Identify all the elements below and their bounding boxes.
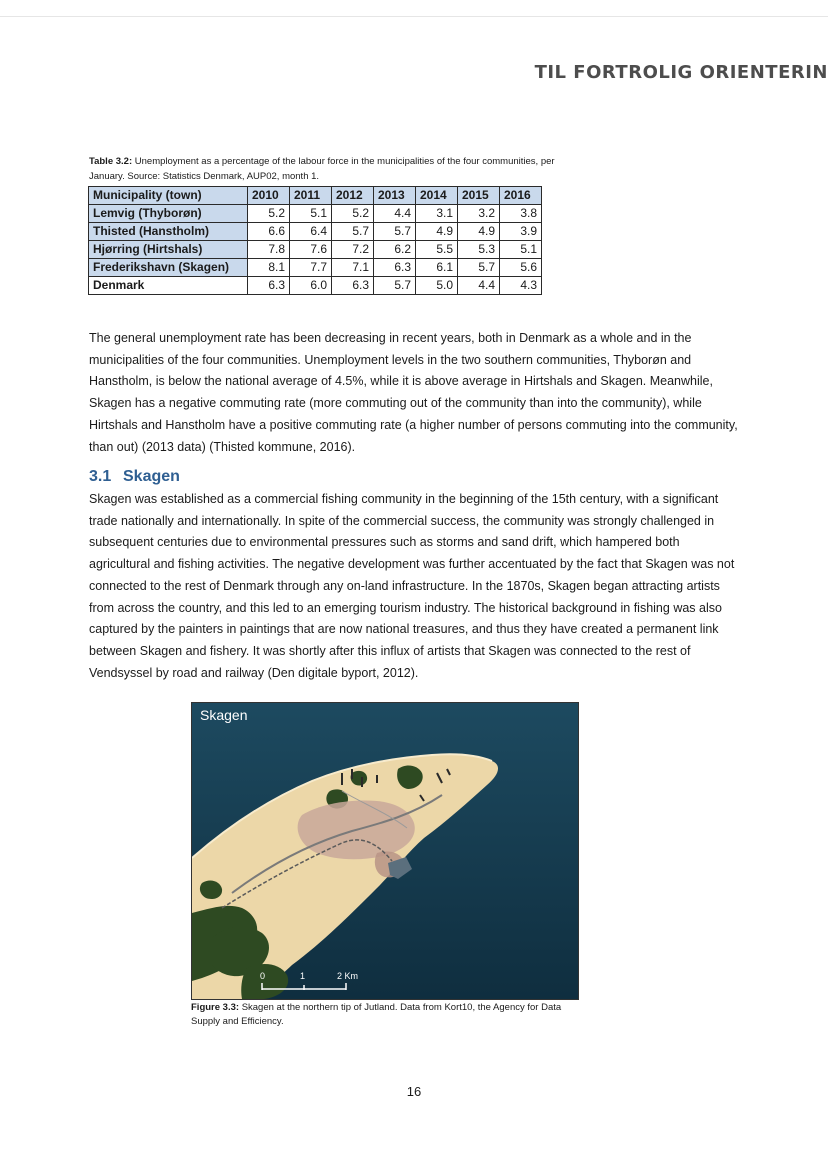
table-cell: 5.0 xyxy=(416,277,458,295)
figure-caption-label: Figure 3.3: xyxy=(191,1002,240,1013)
table-cell: 4.9 xyxy=(416,223,458,241)
map-scale-label: 1 xyxy=(300,971,306,981)
table-row-municipality: Lemvig (Thyborøn) xyxy=(89,205,248,223)
table-cell: 6.3 xyxy=(248,277,290,295)
table-cell: 6.2 xyxy=(374,241,416,259)
table-header-year: 2010 xyxy=(248,187,290,205)
table-cell: 5.1 xyxy=(500,241,542,259)
figure-caption-text: Skagen at the northern tip of Jutland. Data from Kort10, the Agency for Data Supply and Efficiency. xyxy=(191,1002,562,1027)
table-cell: 6.0 xyxy=(290,277,332,295)
body-paragraph-unemployment: The general unemployment rate has been decreasing in recent years, both in Denmark as a whole and in the municipalities of the four communities. Unemployment levels in the two southern communities, Thyborøn and Hanstholm, is below the national average of 4.5%, while it is above average in Hirtshals and Skagen. Meanwhile, Skagen has a negative commuting rate (more commuting out of the community than into the community), while Hirtshals and Hanstholm have a positive commuting rate (a higher number of persons commuting into the community, than out) (2013 data) (Thisted kommune, 2016). xyxy=(89,331,738,454)
table-caption-text: Unemployment as a percentage of the labour force in the municipalities of the four communities, per January. Source: Statistics Denmark, AUP02, month 1. xyxy=(89,156,555,182)
table-cell: 4.4 xyxy=(374,205,416,223)
unemployment-table xyxy=(88,186,542,295)
table-cell: 4.4 xyxy=(458,277,500,295)
table-header-year: 2016 xyxy=(500,187,542,205)
table-cell: 3.8 xyxy=(500,205,542,223)
table-cell: 5.7 xyxy=(374,223,416,241)
table-row-municipality: Thisted (Hanstholm) xyxy=(89,223,248,241)
table-cell: 7.6 xyxy=(290,241,332,259)
table-row xyxy=(89,241,542,259)
table-cell: 7.7 xyxy=(290,259,332,277)
table-cell: 5.7 xyxy=(458,259,500,277)
table-cell: 3.9 xyxy=(500,223,542,241)
table-cell: 6.3 xyxy=(332,277,374,295)
table-cell: 6.3 xyxy=(374,259,416,277)
map-graphic xyxy=(192,703,578,999)
table-header-municipality: Municipality (town) xyxy=(89,187,248,205)
section-title: Skagen xyxy=(123,468,180,485)
map-title: Skagen xyxy=(200,707,248,723)
table-row-municipality: Frederikshavn (Skagen) xyxy=(89,259,248,277)
table-cell: 4.3 xyxy=(500,277,542,295)
table-cell: 3.2 xyxy=(458,205,500,223)
table-header-year: 2015 xyxy=(458,187,500,205)
table-cell: 6.1 xyxy=(416,259,458,277)
table-cell: 7.1 xyxy=(332,259,374,277)
table-cell: 5.5 xyxy=(416,241,458,259)
skagen-map xyxy=(191,702,579,1000)
table-header-year: 2014 xyxy=(416,187,458,205)
table-cell: 6.6 xyxy=(248,223,290,241)
table-caption xyxy=(89,154,559,184)
table-cell: 3.1 xyxy=(416,205,458,223)
map-scale-label: 2 Km xyxy=(337,971,359,981)
table-header-year: 2011 xyxy=(290,187,332,205)
table-caption-label: Table 3.2: xyxy=(89,156,133,167)
section-number: 3.1 xyxy=(89,468,112,485)
table-row xyxy=(89,205,542,223)
table-cell: 5.1 xyxy=(290,205,332,223)
page-number: 16 xyxy=(406,1084,422,1099)
table-cell: 5.2 xyxy=(248,205,290,223)
figure-caption xyxy=(191,1001,577,1029)
table-row xyxy=(89,259,542,277)
table-cell: 7.2 xyxy=(332,241,374,259)
page-top-rule xyxy=(0,16,828,17)
table-cell: 4.9 xyxy=(458,223,500,241)
table-cell: 5.7 xyxy=(332,223,374,241)
table-row-municipality: Hjørring (Hirtshals) xyxy=(89,241,248,259)
table-cell: 5.3 xyxy=(458,241,500,259)
table-header-year: 2012 xyxy=(332,187,374,205)
map-scale-label: 0 xyxy=(260,971,266,981)
confidentiality-stamp: TIL FORTROLIG ORIENTERIN xyxy=(534,62,828,83)
body-paragraph-skagen: Skagen was established as a commercial fishing community in the beginning of the 15th century, with a significant trade nationally and internationally. In spite of the commercial success, the community was strongly challenged in subsequent centuries due to environmental pressures such as storms and sand drift, which hampered both agricultural and fishing activities. The negative development was further accentuated by the fact that Skagen was not connected to the rest of Denmark through any on-land infrastructure. In the 1870s, Skagen began attracting artists from across the country, and this led to an emerging tourism industry. The historical background in fishing was also captured by the painters in paintings that are now national treasures, and thus they have created a permanent link between Skagen and fishery. It was shortly after this influx of artists that Skagen was connected to the rest of Vendsyssel by road and railway (Den digitale byport, 2012). xyxy=(89,492,735,680)
table-cell: 5.6 xyxy=(500,259,542,277)
map-scale-bar xyxy=(260,981,350,993)
table-row xyxy=(89,223,542,241)
table-cell: 5.7 xyxy=(374,277,416,295)
table-cell: 6.4 xyxy=(290,223,332,241)
table-cell: 8.1 xyxy=(248,259,290,277)
table-cell: 7.8 xyxy=(248,241,290,259)
table-row-municipality: Denmark xyxy=(89,277,248,295)
table-header-year: 2013 xyxy=(374,187,416,205)
section-heading xyxy=(89,468,180,486)
table-header-row xyxy=(89,187,542,205)
table-cell: 5.2 xyxy=(332,205,374,223)
table-row xyxy=(89,277,542,295)
